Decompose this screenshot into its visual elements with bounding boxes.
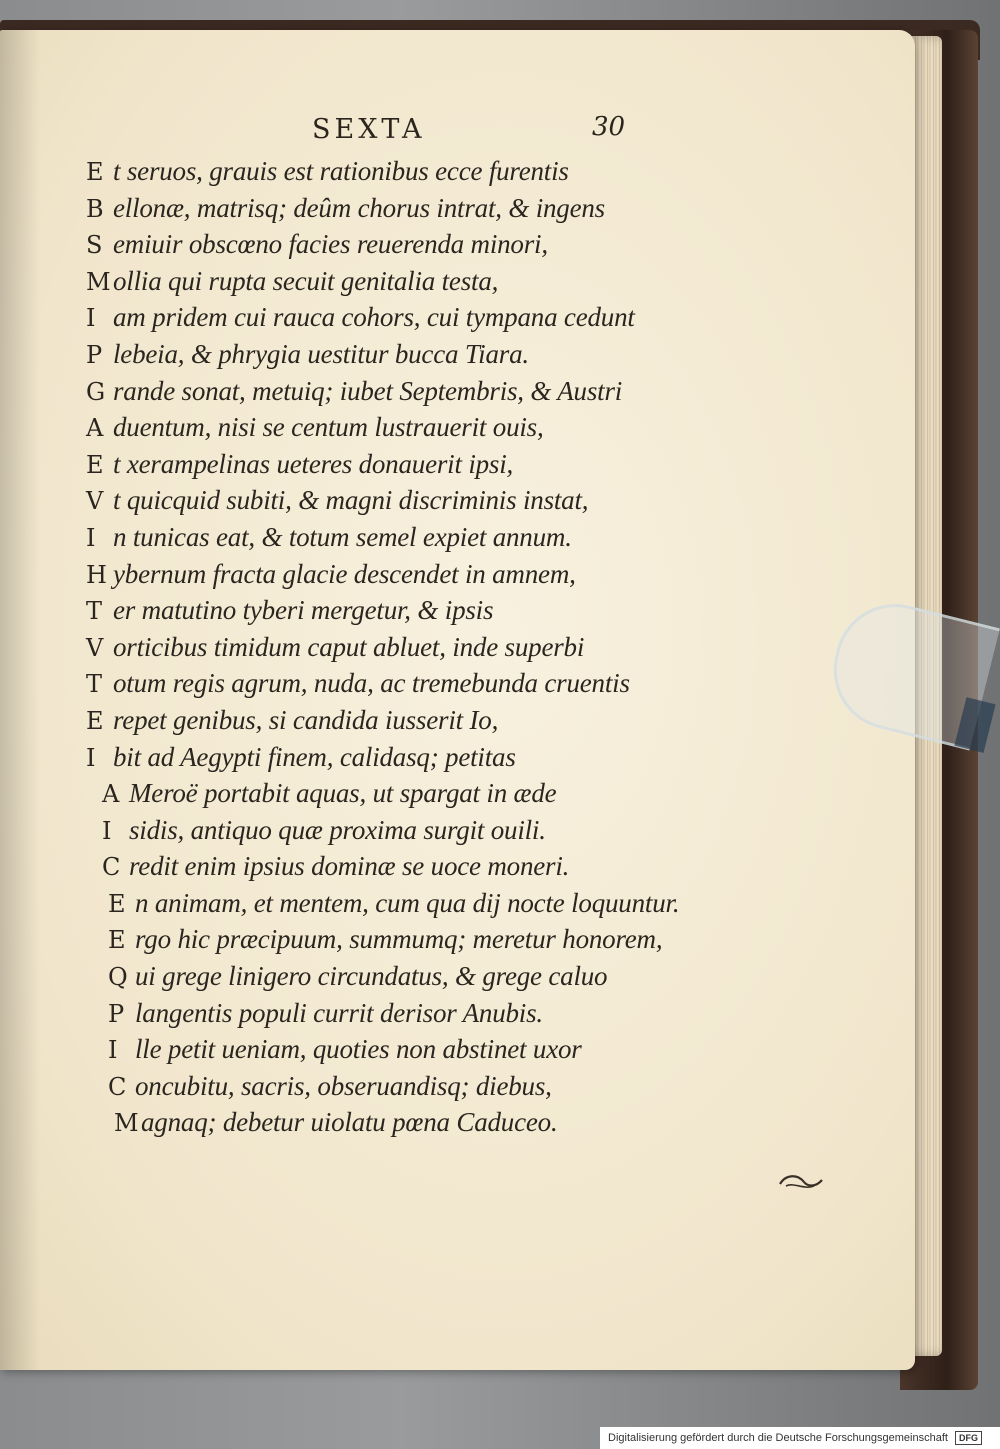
digitization-footer — [600, 1427, 1000, 1449]
verse-initial: I — [86, 304, 96, 333]
verse-line — [86, 592, 766, 629]
verse-line — [86, 556, 766, 593]
verse-initial: S — [86, 231, 103, 260]
verse-initial: I — [108, 1036, 118, 1065]
verse-initial: I — [86, 523, 96, 552]
verse-text: ybernum fracta glacie descendet in amnem, — [113, 558, 576, 589]
verse-initial: E — [108, 926, 126, 955]
verse-line — [86, 958, 766, 995]
verse-line — [86, 629, 766, 666]
verse-initial: Q — [108, 963, 128, 992]
verse-initial: B — [86, 194, 104, 223]
running-head: SEXTA — [312, 114, 426, 145]
verse-text: er matutino tyberi mergetur, & ipsis — [113, 595, 494, 626]
verse-text: ui grege linigero circundatus, & grege caluo — [135, 961, 608, 992]
verse-line — [86, 153, 766, 190]
verse-line — [86, 446, 766, 483]
verse-text: Meroë portabit aquas, ut spargat in æde — [129, 778, 557, 809]
verse-text: t xerampelinas ueteres donauerit ipsi, — [113, 448, 514, 479]
verse-initial: V — [86, 487, 104, 516]
verse-initial: E — [108, 889, 126, 918]
verse-block — [86, 153, 766, 1141]
verse-initial: A — [102, 780, 120, 809]
verse-initial: P — [86, 340, 103, 369]
verse-line — [86, 482, 766, 519]
verse-line — [86, 226, 766, 263]
verse-text: otum regis agrum, nuda, ac tremebunda cruentis — [113, 668, 630, 699]
verse-text: am pridem cui rauca cohors, cui tympana cedunt — [113, 302, 635, 333]
verse-line — [86, 299, 766, 336]
verse-text: oncubitu, sacris, obseruandisq; diebus, — [135, 1070, 552, 1101]
verse-initial: A — [86, 414, 104, 443]
verse-initial: I — [86, 743, 96, 772]
verse-text: t seruos, grauis est rationibus ecce furentis — [113, 156, 569, 186]
verse-text: bit ad Aegypti finem, calidasq; petitas — [113, 741, 516, 772]
verse-line — [86, 921, 766, 958]
verse-initial: C — [102, 853, 121, 882]
verse-text: repet genibus, si candida iusserit Io, — [113, 704, 499, 735]
verse-text: rgo hic præcipuum, summumq; meretur honorem, — [135, 924, 663, 955]
verse-line — [86, 739, 766, 776]
verse-initial: I — [102, 816, 112, 845]
verse-initial: H — [86, 560, 107, 589]
verse-line — [86, 1068, 766, 1105]
verse-text: n tunicas eat, & totum semel expiet annum. — [113, 521, 572, 552]
verse-initial: T — [86, 597, 103, 626]
verse-initial: P — [108, 999, 125, 1028]
verse-line — [86, 1031, 766, 1068]
verse-initial: V — [86, 633, 104, 662]
verse-line — [86, 373, 766, 410]
verse-text: langentis populi currit derisor Anubis. — [135, 997, 543, 1028]
verse-text: sidis, antiquo quæ proxima surgit ouili. — [129, 814, 546, 845]
verse-text: ollia qui rupta secuit genitalia testa, — [113, 265, 499, 296]
verse-text: orticibus timidum caput abluet, inde superbi — [113, 631, 585, 662]
verse-initial: C — [108, 1072, 127, 1101]
verse-line — [86, 665, 766, 702]
verse-text: rande sonat, metuiq; iubet Septembris, & Austri — [113, 375, 623, 406]
verse-line — [86, 409, 766, 446]
verse-line — [86, 263, 766, 300]
page-header — [300, 114, 680, 154]
verse-line — [86, 848, 766, 885]
ornament-icon — [776, 1170, 826, 1194]
gutter-shadow — [0, 30, 40, 1370]
verse-line — [86, 190, 766, 227]
verse-line — [86, 995, 766, 1032]
verse-initial: G — [86, 377, 106, 406]
verse-initial: E — [86, 158, 104, 186]
folio-number: 30 — [592, 112, 626, 142]
verse-text: t quicquid subiti, & magni discriminis instat, — [113, 485, 589, 516]
verse-line — [86, 519, 766, 556]
verse-line — [86, 702, 766, 739]
verse-line — [86, 775, 766, 812]
verse-line — [86, 885, 766, 922]
verse-initial: T — [86, 670, 103, 699]
verse-initial: M — [86, 267, 111, 296]
verse-text: lebeia, & phrygia uestitur bucca Tiara. — [113, 338, 529, 369]
verse-initial: M — [114, 1109, 139, 1138]
footer-credit: Digitalisierung gefördert durch die Deutsche Forschungsgemeinschaft — [608, 1432, 948, 1444]
dfg-logo: DFG — [955, 1431, 982, 1445]
verse-line — [86, 812, 766, 849]
verse-text: emiuir obscœno facies reuerenda minori, — [113, 229, 548, 260]
verse-text: lle petit ueniam, quoties non abstinet uxor — [135, 1034, 582, 1065]
verse-initial: E — [86, 450, 104, 479]
verse-text: duentum, nisi se centum lustrauerit ouis, — [113, 412, 544, 443]
verse-text: redit enim ipsius dominæ se uoce moneri. — [129, 851, 570, 882]
verse-line — [86, 336, 766, 373]
verse-initial: E — [86, 706, 104, 735]
verse-text: agnaq; debetur uiolatu pœna Caduceo. — [141, 1107, 558, 1138]
verse-line — [86, 1104, 766, 1141]
verse-text: ellonæ, matrisq; deûm chorus intrat, & ingens — [113, 192, 605, 223]
verse-text: n animam, et mentem, cum qua dij nocte loquuntur. — [135, 887, 680, 918]
